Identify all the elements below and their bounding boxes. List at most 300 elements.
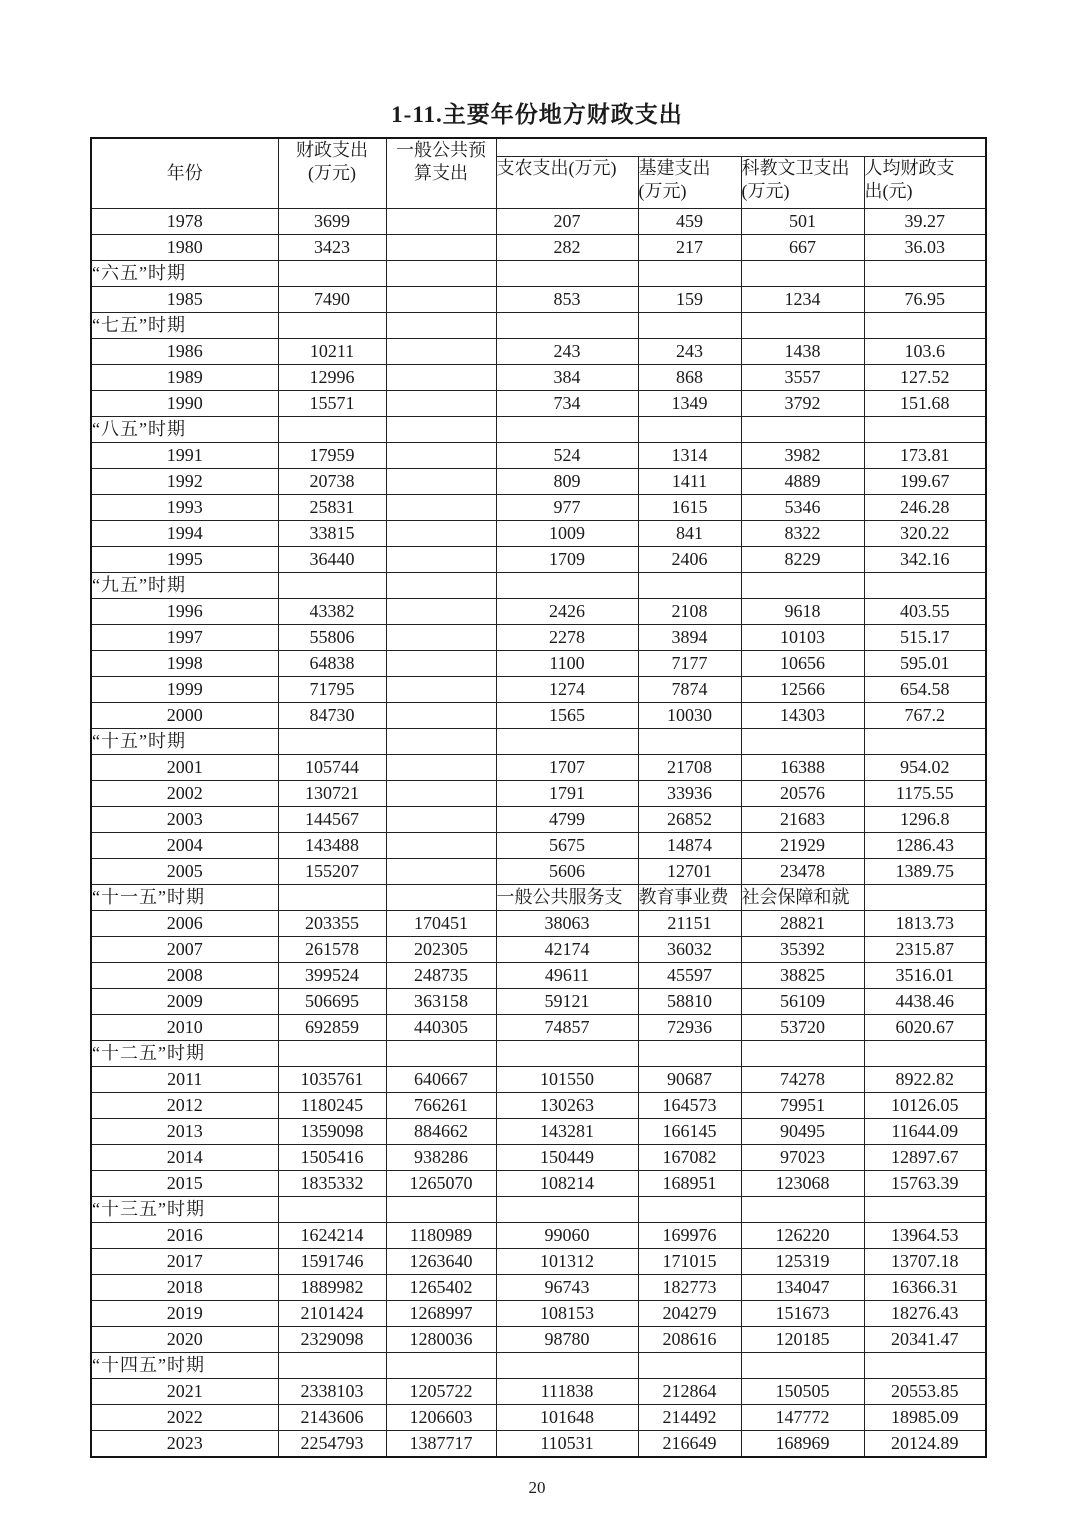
value-cell: [386, 806, 496, 832]
value-cell: 216649: [638, 1430, 741, 1457]
year-cell: 2016: [91, 1222, 278, 1248]
table-row: [91, 1430, 986, 1457]
value-cell: 20738: [278, 468, 386, 494]
value-cell: [638, 416, 741, 442]
value-cell: [496, 1196, 638, 1222]
value-cell: [864, 260, 986, 286]
table-row: [91, 442, 986, 468]
value-cell: [386, 728, 496, 754]
value-cell: 3792: [741, 390, 864, 416]
value-cell: 342.16: [864, 546, 986, 572]
value-cell: 1100: [496, 650, 638, 676]
value-cell: 640667: [386, 1066, 496, 1092]
value-cell: 1791: [496, 780, 638, 806]
period-label-cell: “十四五”时期: [91, 1352, 278, 1378]
value-cell: [864, 416, 986, 442]
value-cell: 12701: [638, 858, 741, 884]
table-row: [91, 1092, 986, 1118]
table-row: [91, 234, 986, 260]
year-cell: 1989: [91, 364, 278, 390]
value-cell: 21708: [638, 754, 741, 780]
value-cell: 248735: [386, 962, 496, 988]
value-cell: [496, 260, 638, 286]
value-cell: 171015: [638, 1248, 741, 1274]
value-cell: 16366.31: [864, 1274, 986, 1300]
value-cell: 1707: [496, 754, 638, 780]
value-cell: 120185: [741, 1326, 864, 1352]
value-cell: 1265070: [386, 1170, 496, 1196]
value-cell: 6020.67: [864, 1014, 986, 1040]
year-cell: 1990: [91, 390, 278, 416]
value-cell: 97023: [741, 1144, 864, 1170]
value-cell: [496, 416, 638, 442]
value-cell: 938286: [386, 1144, 496, 1170]
table-row: [91, 702, 986, 728]
value-cell: 320.22: [864, 520, 986, 546]
value-cell: 2338103: [278, 1378, 386, 1404]
value-cell: 2108: [638, 598, 741, 624]
year-cell: 1998: [91, 650, 278, 676]
value-cell: 1411: [638, 468, 741, 494]
year-cell: 1993: [91, 494, 278, 520]
value-cell: 246.28: [864, 494, 986, 520]
year-cell: 2009: [91, 988, 278, 1014]
value-cell: 3423: [278, 234, 386, 260]
value-cell: [386, 520, 496, 546]
value-cell: 168969: [741, 1430, 864, 1457]
value-cell: [386, 390, 496, 416]
value-cell: 1438: [741, 338, 864, 364]
value-cell: 515.17: [864, 624, 986, 650]
value-cell: [386, 234, 496, 260]
value-cell: 20576: [741, 780, 864, 806]
value-cell: [386, 676, 496, 702]
value-cell: 35392: [741, 936, 864, 962]
value-cell: 261578: [278, 936, 386, 962]
value-cell: 53720: [741, 1014, 864, 1040]
period-label-cell: “十一五”时期: [91, 884, 278, 910]
value-cell: 134047: [741, 1274, 864, 1300]
value-cell: 39.27: [864, 208, 986, 234]
value-cell: [386, 338, 496, 364]
value-cell: 977: [496, 494, 638, 520]
value-cell: 1268997: [386, 1300, 496, 1326]
year-cell: 1994: [91, 520, 278, 546]
value-cell: 33936: [638, 780, 741, 806]
header-year: 年份: [91, 138, 278, 208]
year-cell: 1997: [91, 624, 278, 650]
value-cell: 5346: [741, 494, 864, 520]
value-cell: 14874: [638, 832, 741, 858]
value-cell: 1624214: [278, 1222, 386, 1248]
value-cell: 21151: [638, 910, 741, 936]
value-cell: [278, 884, 386, 910]
value-cell: [386, 286, 496, 312]
year-cell: 2006: [91, 910, 278, 936]
value-cell: 1180245: [278, 1092, 386, 1118]
value-cell: 1615: [638, 494, 741, 520]
header-sci-edu-l1: 科教文卫支出: [741, 157, 850, 178]
value-cell: 766261: [386, 1092, 496, 1118]
value-cell: 954.02: [864, 754, 986, 780]
value-cell: 5606: [496, 858, 638, 884]
year-cell: 1991: [91, 442, 278, 468]
year-cell: 2011: [91, 1066, 278, 1092]
value-cell: 212864: [638, 1378, 741, 1404]
value-cell: 363158: [386, 988, 496, 1014]
table-row: [91, 1118, 986, 1144]
period-label-cell: “六五”时期: [91, 260, 278, 286]
header-capital-l1: 基建支出: [638, 157, 711, 178]
value-cell: [278, 1040, 386, 1066]
value-cell: 1709: [496, 546, 638, 572]
year-cell: 2018: [91, 1274, 278, 1300]
table-row: [91, 858, 986, 884]
value-cell: 1280036: [386, 1326, 496, 1352]
value-cell: 25831: [278, 494, 386, 520]
value-cell: 143281: [496, 1118, 638, 1144]
value-cell: 23478: [741, 858, 864, 884]
value-cell: 110531: [496, 1430, 638, 1457]
value-cell: 1296.8: [864, 806, 986, 832]
value-cell: 15571: [278, 390, 386, 416]
value-cell: 12996: [278, 364, 386, 390]
year-cell: 2013: [91, 1118, 278, 1144]
value-cell: 55806: [278, 624, 386, 650]
value-cell: 595.01: [864, 650, 986, 676]
value-cell: 1389.75: [864, 858, 986, 884]
value-cell: 243: [638, 338, 741, 364]
value-cell: 12897.67: [864, 1144, 986, 1170]
table-row: [91, 286, 986, 312]
value-cell: 403.55: [864, 598, 986, 624]
value-cell: 2278: [496, 624, 638, 650]
value-cell: 72936: [638, 1014, 741, 1040]
table-row: [91, 754, 986, 780]
value-cell: [741, 1352, 864, 1378]
value-cell: 384: [496, 364, 638, 390]
value-cell: [638, 312, 741, 338]
value-cell: 11644.09: [864, 1118, 986, 1144]
value-cell: [864, 1040, 986, 1066]
value-cell: 208616: [638, 1326, 741, 1352]
year-cell: 2017: [91, 1248, 278, 1274]
value-cell: 506695: [278, 988, 386, 1014]
value-cell: [496, 1040, 638, 1066]
value-cell: 1359098: [278, 1118, 386, 1144]
value-cell: [278, 312, 386, 338]
value-cell: [386, 442, 496, 468]
value-cell: 20553.85: [864, 1378, 986, 1404]
column-relabel-cell: 社会保障和就: [741, 884, 864, 910]
value-cell: 13707.18: [864, 1248, 986, 1274]
value-cell: 33815: [278, 520, 386, 546]
table-row: [91, 962, 986, 988]
value-cell: 150449: [496, 1144, 638, 1170]
value-cell: [741, 260, 864, 286]
value-cell: 8322: [741, 520, 864, 546]
value-cell: 2143606: [278, 1404, 386, 1430]
value-cell: 199.67: [864, 468, 986, 494]
table-row: [91, 1014, 986, 1040]
value-cell: [386, 702, 496, 728]
value-cell: [386, 884, 496, 910]
value-cell: [741, 1196, 864, 1222]
value-cell: [386, 1040, 496, 1066]
value-cell: 243: [496, 338, 638, 364]
value-cell: 169976: [638, 1222, 741, 1248]
value-cell: 809: [496, 468, 638, 494]
value-cell: 36032: [638, 936, 741, 962]
value-cell: 4438.46: [864, 988, 986, 1014]
value-cell: [278, 260, 386, 286]
value-cell: 1286.43: [864, 832, 986, 858]
value-cell: 853: [496, 286, 638, 312]
value-cell: [864, 1352, 986, 1378]
value-cell: 8229: [741, 546, 864, 572]
header-general-budget-l1: 一般公共预: [396, 140, 486, 160]
year-cell: 2015: [91, 1170, 278, 1196]
value-cell: 10126.05: [864, 1092, 986, 1118]
value-cell: 2101424: [278, 1300, 386, 1326]
header-spacer: [496, 138, 986, 156]
period-label-cell: “十三五”时期: [91, 1196, 278, 1222]
value-cell: 1505416: [278, 1144, 386, 1170]
value-cell: 26852: [638, 806, 741, 832]
value-cell: 17959: [278, 442, 386, 468]
value-cell: [386, 468, 496, 494]
value-cell: 868: [638, 364, 741, 390]
table-row: [91, 806, 986, 832]
value-cell: 8922.82: [864, 1066, 986, 1092]
value-cell: [496, 312, 638, 338]
table-row: [91, 390, 986, 416]
value-cell: 20341.47: [864, 1326, 986, 1352]
value-cell: 182773: [638, 1274, 741, 1300]
year-cell: 2005: [91, 858, 278, 884]
table-row: [91, 598, 986, 624]
table-row: [91, 780, 986, 806]
table-row: [91, 1404, 986, 1430]
year-cell: 2000: [91, 702, 278, 728]
value-cell: 79951: [741, 1092, 864, 1118]
value-cell: 1387717: [386, 1430, 496, 1457]
table-row: [91, 650, 986, 676]
value-cell: 74857: [496, 1014, 638, 1040]
year-cell: 1978: [91, 208, 278, 234]
value-cell: [386, 832, 496, 858]
header-per-capita: [864, 156, 986, 208]
value-cell: 59121: [496, 988, 638, 1014]
value-cell: 143488: [278, 832, 386, 858]
value-cell: [278, 728, 386, 754]
value-cell: 3894: [638, 624, 741, 650]
value-cell: 28821: [741, 910, 864, 936]
value-cell: 38825: [741, 962, 864, 988]
year-cell: 2007: [91, 936, 278, 962]
header-capital-construction: [638, 156, 741, 208]
value-cell: 125319: [741, 1248, 864, 1274]
value-cell: 1234: [741, 286, 864, 312]
value-cell: [741, 728, 864, 754]
value-cell: 64838: [278, 650, 386, 676]
value-cell: 399524: [278, 962, 386, 988]
value-cell: 7177: [638, 650, 741, 676]
value-cell: [386, 754, 496, 780]
value-cell: [386, 598, 496, 624]
value-cell: 2406: [638, 546, 741, 572]
value-cell: [386, 416, 496, 442]
value-cell: 1314: [638, 442, 741, 468]
value-cell: [386, 624, 496, 650]
value-cell: [386, 572, 496, 598]
value-cell: 9618: [741, 598, 864, 624]
value-cell: 1206603: [386, 1404, 496, 1430]
value-cell: 38063: [496, 910, 638, 936]
value-cell: 841: [638, 520, 741, 546]
value-cell: [638, 572, 741, 598]
year-cell: 2008: [91, 962, 278, 988]
value-cell: [864, 884, 986, 910]
value-cell: 15763.39: [864, 1170, 986, 1196]
year-cell: 2021: [91, 1378, 278, 1404]
value-cell: 4799: [496, 806, 638, 832]
value-cell: 10030: [638, 702, 741, 728]
value-cell: 108153: [496, 1300, 638, 1326]
year-cell: 1999: [91, 676, 278, 702]
value-cell: 127.52: [864, 364, 986, 390]
column-relabel-cell: 一般公共服务支: [496, 884, 638, 910]
value-cell: 42174: [496, 936, 638, 962]
value-cell: 1274: [496, 676, 638, 702]
column-relabel-cell: 教育事业费: [638, 884, 741, 910]
table-row: [91, 1066, 986, 1092]
value-cell: 12566: [741, 676, 864, 702]
header-fiscal-line1: 财政支出: [296, 140, 368, 160]
value-cell: 10211: [278, 338, 386, 364]
value-cell: [278, 1352, 386, 1378]
table-row: [91, 546, 986, 572]
value-cell: 101550: [496, 1066, 638, 1092]
value-cell: 1009: [496, 520, 638, 546]
page-title: 1-11.主要年份地方财政支出: [391, 102, 683, 127]
value-cell: [638, 1196, 741, 1222]
value-cell: 1035761: [278, 1066, 386, 1092]
value-cell: 164573: [638, 1092, 741, 1118]
year-cell: 1996: [91, 598, 278, 624]
value-cell: 13964.53: [864, 1222, 986, 1248]
table-row: [91, 338, 986, 364]
value-cell: 21929: [741, 832, 864, 858]
value-cell: 150505: [741, 1378, 864, 1404]
header-agriculture-support: 支农支出(万元): [496, 156, 638, 208]
table-header: [91, 138, 986, 208]
year-cell: 1985: [91, 286, 278, 312]
table-row: [91, 832, 986, 858]
fiscal-expenditure-table: [90, 137, 987, 1458]
value-cell: [496, 728, 638, 754]
page-number: 20: [528, 1478, 546, 1497]
value-cell: 151.68: [864, 390, 986, 416]
value-cell: 20124.89: [864, 1430, 986, 1457]
value-cell: 3982: [741, 442, 864, 468]
value-cell: 173.81: [864, 442, 986, 468]
value-cell: [386, 312, 496, 338]
value-cell: 459: [638, 208, 741, 234]
header-general-budget: [386, 138, 496, 208]
value-cell: [386, 1352, 496, 1378]
value-cell: 74278: [741, 1066, 864, 1092]
header-general-budget-l2: 算支出: [414, 163, 468, 183]
table-row: [91, 260, 986, 286]
value-cell: 767.2: [864, 702, 986, 728]
value-cell: 1349: [638, 390, 741, 416]
table-row: [91, 988, 986, 1014]
value-cell: 167082: [638, 1144, 741, 1170]
value-cell: 56109: [741, 988, 864, 1014]
value-cell: 159: [638, 286, 741, 312]
table-row: [91, 364, 986, 390]
value-cell: 151673: [741, 1300, 864, 1326]
value-cell: 58810: [638, 988, 741, 1014]
value-cell: 130263: [496, 1092, 638, 1118]
year-cell: 2001: [91, 754, 278, 780]
value-cell: 101648: [496, 1404, 638, 1430]
value-cell: 1591746: [278, 1248, 386, 1274]
value-cell: 18276.43: [864, 1300, 986, 1326]
value-cell: 204279: [638, 1300, 741, 1326]
value-cell: 90687: [638, 1066, 741, 1092]
value-cell: 36440: [278, 546, 386, 572]
value-cell: 18985.09: [864, 1404, 986, 1430]
value-cell: 84730: [278, 702, 386, 728]
value-cell: 144567: [278, 806, 386, 832]
value-cell: 99060: [496, 1222, 638, 1248]
table-row: [91, 910, 986, 936]
value-cell: [386, 260, 496, 286]
value-cell: [741, 312, 864, 338]
value-cell: 10656: [741, 650, 864, 676]
table-row: [91, 728, 986, 754]
value-cell: 108214: [496, 1170, 638, 1196]
table-row: [91, 676, 986, 702]
table-row: [91, 1378, 986, 1404]
table-row: [91, 1248, 986, 1274]
value-cell: [864, 312, 986, 338]
value-cell: 71795: [278, 676, 386, 702]
value-cell: [638, 260, 741, 286]
value-cell: 10103: [741, 624, 864, 650]
value-cell: 217: [638, 234, 741, 260]
year-cell: 2022: [91, 1404, 278, 1430]
header-fiscal-expenditure: [278, 138, 386, 208]
value-cell: 1813.73: [864, 910, 986, 936]
value-cell: 1205722: [386, 1378, 496, 1404]
value-cell: [386, 546, 496, 572]
value-cell: 101312: [496, 1248, 638, 1274]
table-row: [91, 1326, 986, 1352]
header-science-education-health: [741, 156, 864, 208]
table-row: [91, 1352, 986, 1378]
value-cell: [741, 416, 864, 442]
table-body: [91, 208, 986, 1457]
table-row: [91, 1144, 986, 1170]
table-row: [91, 1040, 986, 1066]
value-cell: 170451: [386, 910, 496, 936]
table-row: [91, 494, 986, 520]
value-cell: 2254793: [278, 1430, 386, 1457]
value-cell: 1565: [496, 702, 638, 728]
